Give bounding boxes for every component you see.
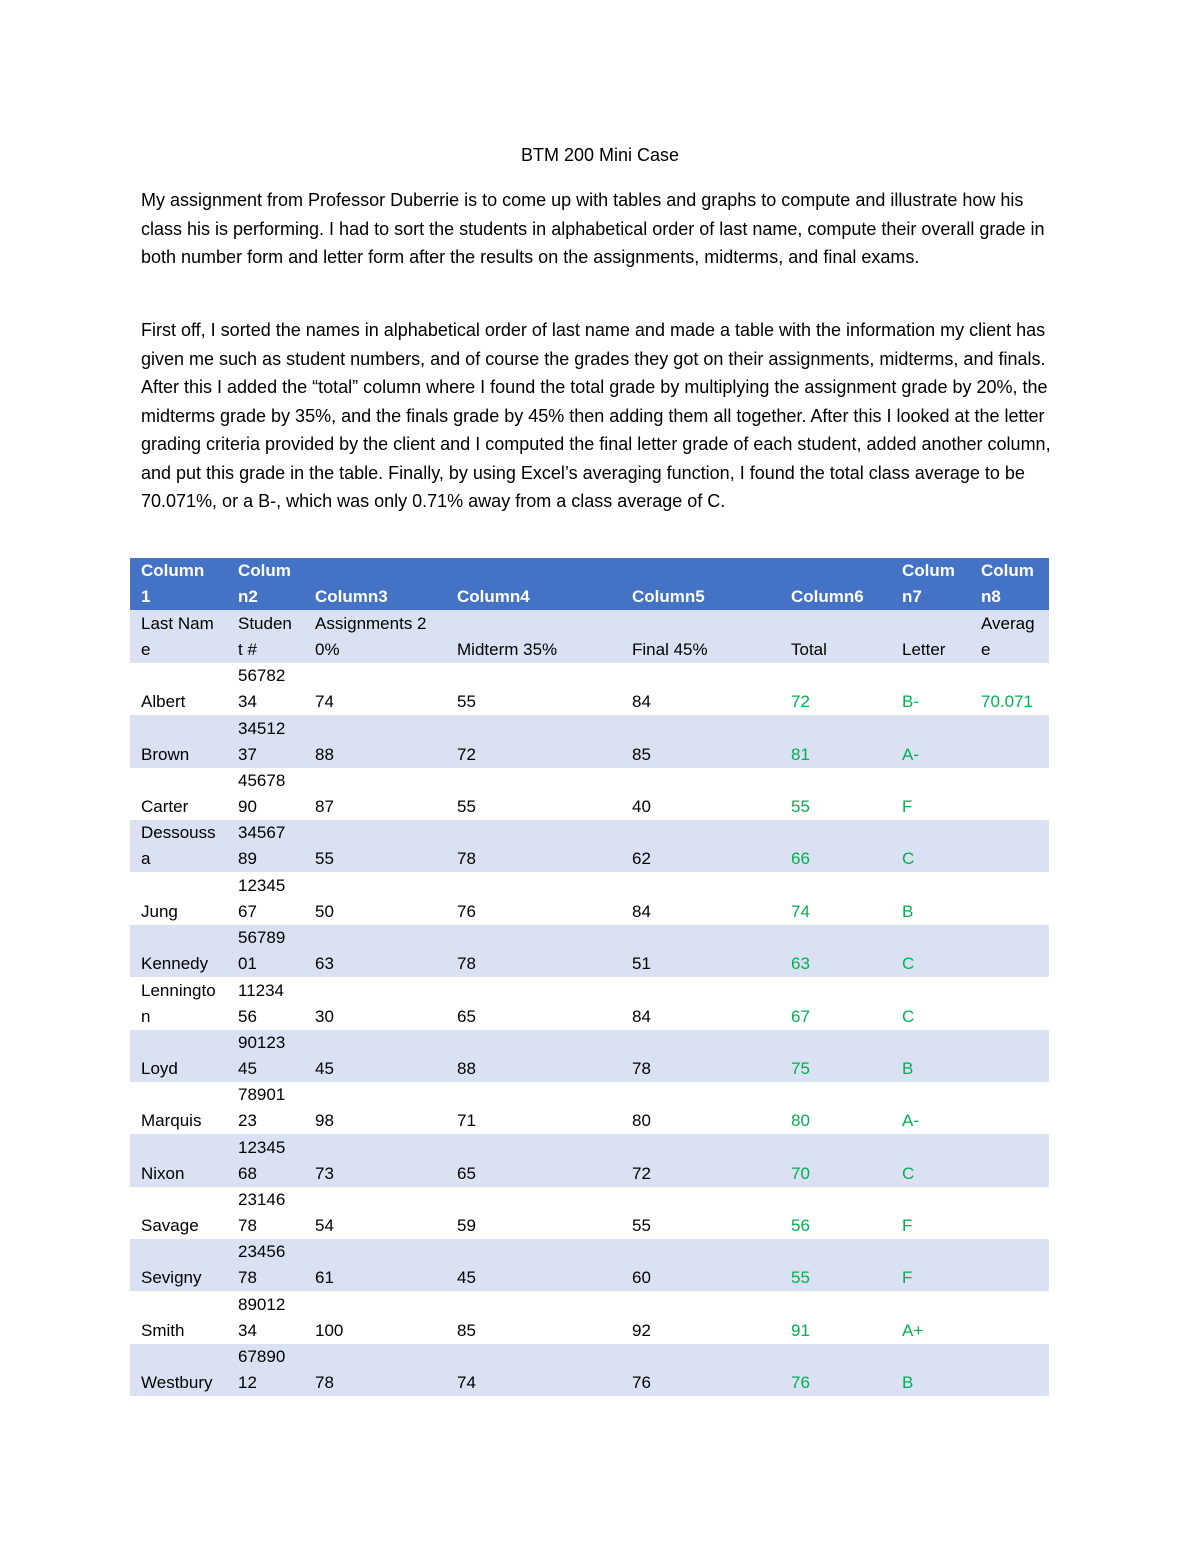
- final-grade-cell: 72: [621, 1134, 780, 1186]
- midterm-grade-cell: 55: [446, 768, 621, 820]
- table-row: [130, 1291, 1049, 1343]
- final-grade-cell: 84: [621, 872, 780, 924]
- intro-paragraph: My assignment from Professor Duberrie is to come up with tables and graphs to compute and illustrate how his class his is performing. I had to sort the students in alphabetical order of last name, compute their overall grade in both number form and letter form after the results on the assignments, midterms, and final exams.: [141, 190, 1045, 267]
- total-grade-cell: 80: [780, 1082, 891, 1134]
- table-header-row: [130, 558, 1049, 610]
- table-row: [130, 925, 1049, 977]
- midterm-grade-cell: 45: [446, 1239, 621, 1291]
- column-header: Column3: [304, 558, 446, 610]
- class-average-cell: [970, 1030, 1049, 1082]
- letter-grade-cell: C: [891, 925, 970, 977]
- assignment-grade-cell: 63: [304, 925, 446, 977]
- letter-grade-cell: C: [891, 1134, 970, 1186]
- last-name-cell: Jung: [130, 872, 227, 924]
- class-average-cell: [970, 820, 1049, 872]
- class-average-cell: [970, 1187, 1049, 1239]
- total-grade-cell: 91: [780, 1291, 891, 1343]
- table-label-row: [130, 610, 1049, 662]
- assignment-grade-cell: 88: [304, 715, 446, 767]
- column-header: Column5: [621, 558, 780, 610]
- assignment-grade-cell: 30: [304, 977, 446, 1029]
- midterm-grade-cell: 78: [446, 820, 621, 872]
- total-grade-cell: 74: [780, 872, 891, 924]
- class-average-cell: [970, 768, 1049, 820]
- letter-grade-cell: F: [891, 768, 970, 820]
- column-header: Column6: [780, 558, 891, 610]
- total-grade-cell: 55: [780, 768, 891, 820]
- assignment-grade-cell: 55: [304, 820, 446, 872]
- letter-grade-cell: A+: [891, 1291, 970, 1343]
- last-name-cell: Westbury: [130, 1344, 227, 1396]
- last-name-cell: Albert: [130, 663, 227, 715]
- column-header: Column 1: [130, 558, 227, 610]
- midterm-grade-cell: 78: [446, 925, 621, 977]
- student-number-cell: 7890123: [227, 1082, 304, 1134]
- final-grade-cell: 80: [621, 1082, 780, 1134]
- total-grade-cell: 67: [780, 977, 891, 1029]
- table-row: [130, 1134, 1049, 1186]
- student-number-cell: 8901234: [227, 1291, 304, 1343]
- column-header: Column8: [970, 558, 1049, 610]
- class-average-cell: [970, 715, 1049, 767]
- student-number-cell: 1234568: [227, 1134, 304, 1186]
- midterm-grade-cell: 72: [446, 715, 621, 767]
- letter-grade-cell: A-: [891, 715, 970, 767]
- assignment-grade-cell: 100: [304, 1291, 446, 1343]
- total-grade-cell: 56: [780, 1187, 891, 1239]
- letter-grade-cell: F: [891, 1239, 970, 1291]
- letter-grade-cell: A-: [891, 1082, 970, 1134]
- class-average-cell: [970, 1344, 1049, 1396]
- table-row: [130, 715, 1049, 767]
- midterm-grade-cell: 65: [446, 977, 621, 1029]
- column-label: Assignments 20%: [304, 610, 446, 662]
- last-name-cell: Dessoussa: [130, 820, 227, 872]
- total-grade-cell: 63: [780, 925, 891, 977]
- last-name-cell: Marquis: [130, 1082, 227, 1134]
- column-header: Column4: [446, 558, 621, 610]
- student-number-cell: 3451237: [227, 715, 304, 767]
- column-label: Average: [970, 610, 1049, 662]
- student-number-cell: 1123456: [227, 977, 304, 1029]
- final-grade-cell: 78: [621, 1030, 780, 1082]
- table-row: [130, 977, 1049, 1029]
- midterm-grade-cell: 59: [446, 1187, 621, 1239]
- student-number-cell: 2314678: [227, 1187, 304, 1239]
- last-name-cell: Kennedy: [130, 925, 227, 977]
- assignment-grade-cell: 87: [304, 768, 446, 820]
- letter-grade-cell: B: [891, 1030, 970, 1082]
- total-grade-cell: 81: [780, 715, 891, 767]
- letter-grade-cell: C: [891, 820, 970, 872]
- final-grade-cell: 92: [621, 1291, 780, 1343]
- midterm-grade-cell: 55: [446, 663, 621, 715]
- table-row: [130, 1187, 1049, 1239]
- midterm-grade-cell: 71: [446, 1082, 621, 1134]
- class-average-cell: 70.071: [970, 663, 1049, 715]
- final-grade-cell: 76: [621, 1344, 780, 1396]
- class-average-cell: [970, 872, 1049, 924]
- assignment-grade-cell: 78: [304, 1344, 446, 1396]
- column-header: Column2: [227, 558, 304, 610]
- student-number-cell: 9012345: [227, 1030, 304, 1082]
- letter-grade-cell: B: [891, 872, 970, 924]
- final-grade-cell: 84: [621, 977, 780, 1029]
- final-grade-cell: 60: [621, 1239, 780, 1291]
- grades-table: [130, 558, 1049, 1396]
- column-label: Total: [780, 610, 891, 662]
- student-number-cell: 5678234: [227, 663, 304, 715]
- assignment-grade-cell: 54: [304, 1187, 446, 1239]
- student-number-cell: 6789012: [227, 1344, 304, 1396]
- assignment-grade-cell: 98: [304, 1082, 446, 1134]
- total-grade-cell: 55: [780, 1239, 891, 1291]
- midterm-grade-cell: 65: [446, 1134, 621, 1186]
- letter-grade-cell: C: [891, 977, 970, 1029]
- last-name-cell: Savage: [130, 1187, 227, 1239]
- assignment-grade-cell: 45: [304, 1030, 446, 1082]
- last-name-cell: Smith: [130, 1291, 227, 1343]
- last-name-cell: Loyd: [130, 1030, 227, 1082]
- document-title: BTM 200 Mini Case: [520, 145, 680, 165]
- student-number-cell: 4567890: [227, 768, 304, 820]
- total-grade-cell: 75: [780, 1030, 891, 1082]
- assignment-grade-cell: 73: [304, 1134, 446, 1186]
- table-row: [130, 768, 1049, 820]
- last-name-cell: Nixon: [130, 1134, 227, 1186]
- class-average-cell: [970, 1134, 1049, 1186]
- letter-grade-cell: B-: [891, 663, 970, 715]
- assignment-grade-cell: 50: [304, 872, 446, 924]
- assignment-grade-cell: 74: [304, 663, 446, 715]
- final-grade-cell: 84: [621, 663, 780, 715]
- table-row: [130, 1344, 1049, 1396]
- table-row: [130, 1239, 1049, 1291]
- table-row: [130, 1082, 1049, 1134]
- final-grade-cell: 51: [621, 925, 780, 977]
- column-label: Letter: [891, 610, 970, 662]
- last-name-cell: Lennington: [130, 977, 227, 1029]
- total-grade-cell: 66: [780, 820, 891, 872]
- final-grade-cell: 85: [621, 715, 780, 767]
- student-number-cell: 2345678: [227, 1239, 304, 1291]
- table-row: [130, 820, 1049, 872]
- midterm-grade-cell: 88: [446, 1030, 621, 1082]
- class-average-cell: [970, 1082, 1049, 1134]
- midterm-grade-cell: 76: [446, 872, 621, 924]
- last-name-cell: Carter: [130, 768, 227, 820]
- table-row: [130, 1030, 1049, 1082]
- student-number-cell: 3456789: [227, 820, 304, 872]
- column-label: Last Name: [130, 610, 227, 662]
- last-name-cell: Brown: [130, 715, 227, 767]
- assignment-grade-cell: 61: [304, 1239, 446, 1291]
- column-header: Column7: [891, 558, 970, 610]
- total-grade-cell: 70: [780, 1134, 891, 1186]
- class-average-cell: [970, 977, 1049, 1029]
- column-label: Student #: [227, 610, 304, 662]
- class-average-cell: [970, 925, 1049, 977]
- total-grade-cell: 76: [780, 1344, 891, 1396]
- letter-grade-cell: F: [891, 1187, 970, 1239]
- column-label: Final 45%: [621, 610, 780, 662]
- last-name-cell: Sevigny: [130, 1239, 227, 1291]
- midterm-grade-cell: 74: [446, 1344, 621, 1396]
- class-average-cell: [970, 1239, 1049, 1291]
- class-average-cell: [970, 1291, 1049, 1343]
- table-row: [130, 663, 1049, 715]
- student-number-cell: 1234567: [227, 872, 304, 924]
- method-paragraph: First off, I sorted the names in alphabetical order of last name and made a table with the information my client has given me such as student numbers, and of course the grades they got on their assignments, midterms, and finals. After this I added the “total” column where I found the total grade by multiplying the assignment grade by 20%, the midterms grade by 35%, and the finals grade by 45% then adding them all together. After this I looked at the letter grading criteria provided by the client and I computed the final letter grade of each student, added another column, and put this grade in the table. Finally, by using Excel’s averaging function, I found the total class average to be 70.071%, or a B-, which was only 0.71% away from a class average of C.: [141, 320, 1051, 511]
- table-row: [130, 872, 1049, 924]
- final-grade-cell: 55: [621, 1187, 780, 1239]
- final-grade-cell: 40: [621, 768, 780, 820]
- total-grade-cell: 72: [780, 663, 891, 715]
- letter-grade-cell: B: [891, 1344, 970, 1396]
- student-number-cell: 5678901: [227, 925, 304, 977]
- final-grade-cell: 62: [621, 820, 780, 872]
- column-label: Midterm 35%: [446, 610, 621, 662]
- midterm-grade-cell: 85: [446, 1291, 621, 1343]
